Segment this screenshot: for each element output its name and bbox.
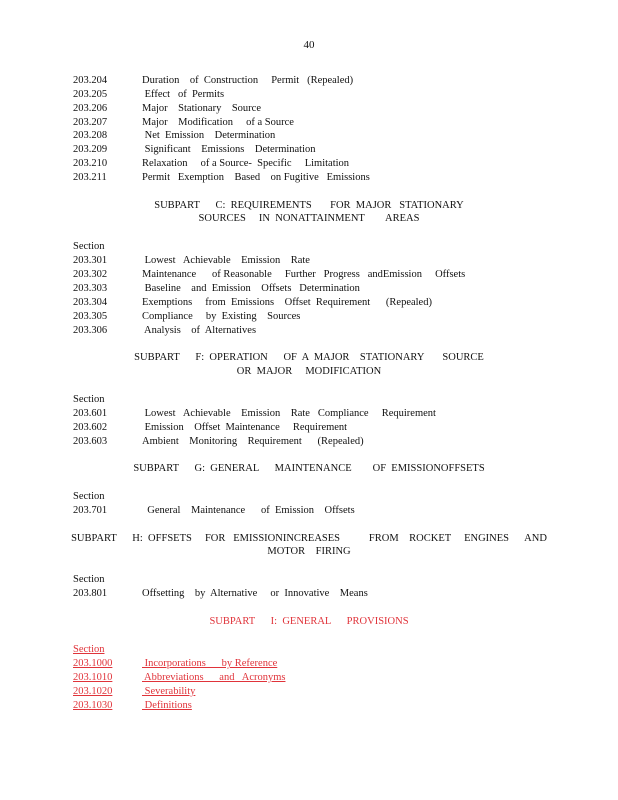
section-label: Section (73, 241, 105, 252)
subpart-f-heading-line2: OR MAJOR MODIFICATION (236, 366, 382, 377)
section-label: Section (73, 394, 105, 405)
subpart-h-heading-line2: MOTOR FIRING (267, 546, 351, 557)
subpart-i-heading: SUBPART I: GENERAL PROVISIONS (209, 616, 409, 627)
subpart-c-heading: SUBPART C: REQUIREMENTS FOR MAJOR STATIONARY (154, 200, 464, 211)
subpart-g-heading: SUBPART G: GENERAL MAINTENANCE OF EMISSIONOFFSETS (133, 463, 485, 474)
subpart-f-heading: SUBPART F: OPERATION OF A MAJOR STATIONARY SOURCE (134, 352, 484, 363)
section-label: Section (73, 574, 105, 585)
document-page: 40 203.204 Duration of Construction Permit (Repealed) 203.205 Effect of Permits 203.206 Major Stationary Source 203.207 Major Modification of a Source 203.208 Net Emission Determination 203.209 Significant Emissions Determination 203.210 Relaxation of a Source- Specific Limitation 203.211 Permit Exemption Based on Fugitive Emissions SUBPART C: REQUIREMENTS FOR MAJOR STATIONARY SOURCES IN NONATTAINMENT AREAS Section 203.301 Lowest Achievable Emission Rate 203.302 Maintenance of Reasonable Further Progress andEmission Offsets 203.303 Baseline and Emission Offsets Determination 203.304 Exemptions from Emissions Offset Requirement (Repealed) 203.305 Compliance by Existing Sources 203.306 Analysis of Alternatives SUBPART F: OPERATION OF A MAJOR STATIONARY SOURCE OR MAJOR MODIFICATION Section 203.601 Lowest Achievable Emission Rate Compliance Requirement 203.602 Emission Offset Maintenance Requirement 203.603 Ambient Monitoring Requirement (Repealed) SUBPART G: GENERAL MAINTENANCE OF EMISSIONOFFSETS Section 203.701 General Maintenance of Emission Offsets SUBPART H: OFFSETS FOR EMISSIONINCREASES FROM ROCKET ENGINES AND MOTOR FIRING Section 203.801 Offsetting by Alternative or Innovative Means SUBPART I: GENERAL PROVISIONS Section 203.1000 Incorporations by Reference 203.1010 Abbreviations and Acronyms 203.1020 Severability 203.1030 Definitions (0, 0, 618, 800)
section-label: Section (73, 491, 105, 502)
subpart-c-heading-line2: SOURCES IN NONATTAINMENT AREAS (198, 213, 420, 224)
page-number: 40 (303, 39, 315, 51)
section-label: Section (73, 644, 105, 655)
subpart-h-heading: SUBPART H: OFFSETS FOR EMISSIONINCREASES FROM ROCKET ENGINES AND (71, 533, 547, 544)
